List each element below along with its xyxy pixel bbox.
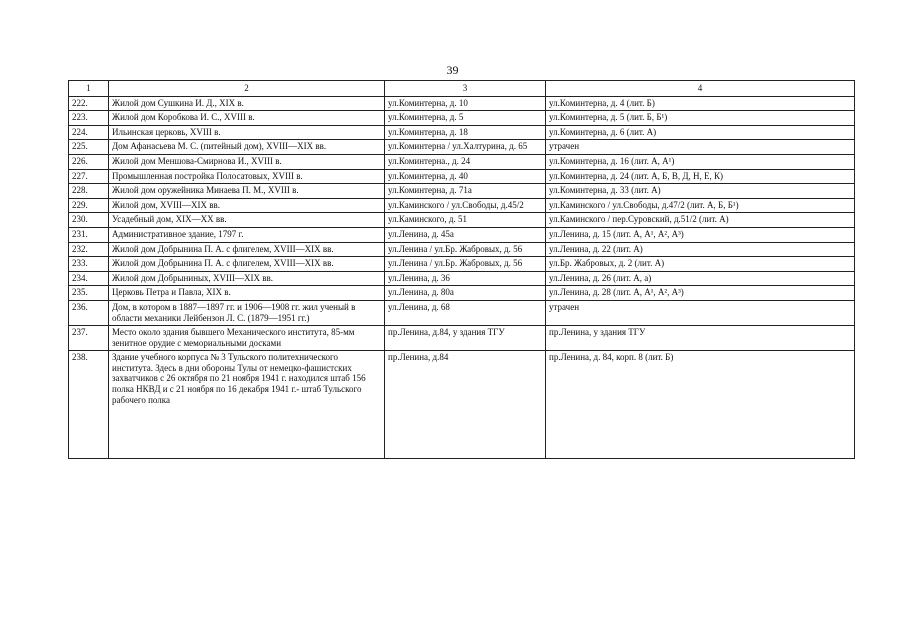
- current-address: пр.Ленина, у здания ТГУ: [546, 326, 855, 351]
- table-row: [69, 213, 855, 228]
- header-col-4: 4: [546, 81, 855, 97]
- current-address: утрачен: [546, 140, 855, 155]
- row-number: 236.: [69, 300, 109, 325]
- row-number: 228.: [69, 184, 109, 199]
- row-number: 234.: [69, 271, 109, 286]
- table-row: [69, 242, 855, 257]
- object-address: ул.Ленина, д. 80а: [385, 286, 546, 301]
- object-name: Жилой дом Сушкина И. Д., XIX в.: [109, 96, 385, 111]
- row-number: 233.: [69, 257, 109, 272]
- header-row: [69, 81, 855, 97]
- row-number: 232.: [69, 242, 109, 257]
- object-name: Жилой дом Добрынина П. А. с флигелем, XVIII—XIX вв.: [109, 257, 385, 272]
- current-address: ул.Ленина, д. 28 (лит. А, А¹, А², А³): [546, 286, 855, 301]
- object-name: Дом, в котором в 1887—1897 гг. и 1906—1908 гг. жил ученый в области механики Лейбензон Л. С. (1879—1951 гг.): [109, 300, 385, 325]
- object-address: ул.Ленина, д. 36: [385, 271, 546, 286]
- row-number: 226.: [69, 154, 109, 169]
- table-row: [69, 154, 855, 169]
- header-col-1: 1: [69, 81, 109, 97]
- object-address: пр.Ленина, д.84: [385, 351, 546, 459]
- page-number: 39: [446, 63, 459, 77]
- current-address: утрачен: [546, 300, 855, 325]
- table-row: [69, 286, 855, 301]
- table-row: [69, 96, 855, 111]
- current-address: ул.Каминского / ул.Свободы, д.47/2 (лит. А, Б, Б¹): [546, 198, 855, 213]
- object-address: ул.Каминского / ул.Свободы, д.45/2: [385, 198, 546, 213]
- object-name: Жилой дом Добрыниных, XVIII—XIX вв.: [109, 271, 385, 286]
- row-number: 224.: [69, 125, 109, 140]
- table-row: [69, 300, 855, 325]
- object-address: ул.Коминтерна, д. 40: [385, 169, 546, 184]
- table-row: [69, 184, 855, 199]
- row-number: 227.: [69, 169, 109, 184]
- current-address: ул.Ленина, д. 26 (лит. А, а): [546, 271, 855, 286]
- object-name: Жилой дом Коробкова И. С., XVIII в.: [109, 111, 385, 126]
- object-address: ул.Коминтерна, д. 10: [385, 96, 546, 111]
- row-number: 238.: [69, 351, 109, 459]
- object-name: Здание учебного корпуса № 3 Тульского политехнического института. Здесь в дни обороны Тулы от немецко-фашистских захватчиков с 26 октября по 21 ноября 1941 г. находился штаб 156 полка НКВД и с 21 ноября по 16 декабря 1941 г.- штаб Тульского рабочего полка: [109, 351, 385, 459]
- current-address: пр.Ленина, д. 84, корп. 8 (лит. Б): [546, 351, 855, 459]
- object-name: Жилой дом Меншова-Смирнова И., XVIII в.: [109, 154, 385, 169]
- row-number: 229.: [69, 198, 109, 213]
- object-address: ул.Ленина / ул.Бр. Жабровых, д. 56: [385, 242, 546, 257]
- current-address: ул.Коминтерна, д. 5 (лит. Б, Б¹): [546, 111, 855, 126]
- table-row: [69, 140, 855, 155]
- current-address: ул.Каминского / пер.Суровский, д.51/2 (лит. А): [546, 213, 855, 228]
- current-address: ул.Коминтерна, д. 33 (лит. А): [546, 184, 855, 199]
- table-row: [69, 111, 855, 126]
- row-number: 231.: [69, 227, 109, 242]
- current-address: ул.Ленина, д. 22 (лит. А): [546, 242, 855, 257]
- table-row: [69, 271, 855, 286]
- object-name: Дом Афанасьева М. С. (питейный дом), XVIII—XIX вв.: [109, 140, 385, 155]
- object-address: ул.Коминтерна, д. 5: [385, 111, 546, 126]
- object-address: ул.Ленина, д. 45а: [385, 227, 546, 242]
- object-address: ул.Коминтерна, д. 18: [385, 125, 546, 140]
- header-col-3: 3: [385, 81, 546, 97]
- object-address: ул.Ленина, д. 68: [385, 300, 546, 325]
- object-name: Церковь Петра и Павла, XIX в.: [109, 286, 385, 301]
- object-address: ул.Коминтерна / ул.Халтурина, д. 65: [385, 140, 546, 155]
- table-row: [69, 198, 855, 213]
- object-name: Ильинская церковь, XVIII в.: [109, 125, 385, 140]
- object-name: Место около здания бывшего Механического института, 85-мм зенитное орудие с мемориальными досками: [109, 326, 385, 351]
- row-number: 225.: [69, 140, 109, 155]
- object-name: Жилой дом Добрынина П. А. с флигелем, XVIII—XIX вв.: [109, 242, 385, 257]
- current-address: ул.Коминтерна, д. 24 (лит. А, Б, В, Д, Н, Е, К): [546, 169, 855, 184]
- object-name: Усадебный дом, XIX—XX вв.: [109, 213, 385, 228]
- current-address: ул.Коминтерна, д. 16 (лит. А, А¹): [546, 154, 855, 169]
- row-number: 223.: [69, 111, 109, 126]
- row-number: 237.: [69, 326, 109, 351]
- object-name: Жилой дом, XVIII—XIX вв.: [109, 198, 385, 213]
- table-row: [69, 257, 855, 272]
- current-address: ул.Коминтерна, д. 6 (лит. А): [546, 125, 855, 140]
- header-col-2: 2: [109, 81, 385, 97]
- table-row: [69, 125, 855, 140]
- row-number: 230.: [69, 213, 109, 228]
- current-address: ул.Коминтерна, д. 4 (лит. Б): [546, 96, 855, 111]
- table-row: [69, 351, 855, 459]
- row-number: 222.: [69, 96, 109, 111]
- object-address: пр.Ленина, д.84, у здания ТГУ: [385, 326, 546, 351]
- current-address: ул.Бр. Жабровых, д. 2 (лит. А): [546, 257, 855, 272]
- object-address: ул.Каминского, д. 51: [385, 213, 546, 228]
- table-row: [69, 326, 855, 351]
- object-address: ул.Ленина / ул.Бр. Жабровых, д. 56: [385, 257, 546, 272]
- object-address: ул.Коминтерна., д. 24: [385, 154, 546, 169]
- table-row: [69, 227, 855, 242]
- table-row: [69, 169, 855, 184]
- current-address: ул.Ленина, д. 15 (лит. А, А¹, А², А³): [546, 227, 855, 242]
- object-name: Административное здание, 1797 г.: [109, 227, 385, 242]
- object-name: Жилой дом оружейника Минаева П. М., XVIII в.: [109, 184, 385, 199]
- row-number: 235.: [69, 286, 109, 301]
- monuments-table: [68, 80, 855, 459]
- object-name: Промышленная постройка Полосатовых, XVIII в.: [109, 169, 385, 184]
- object-address: ул.Коминтерна, д. 71а: [385, 184, 546, 199]
